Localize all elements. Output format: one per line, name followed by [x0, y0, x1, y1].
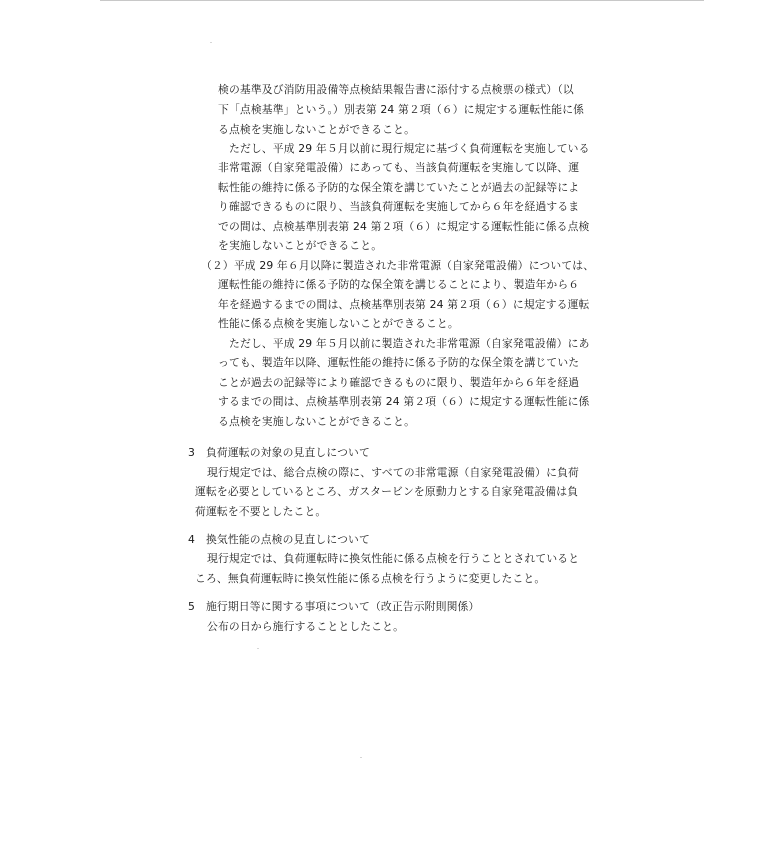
section-heading: 5 施行期日等に関する事項について（改正告示附則関係）: [188, 600, 480, 613]
text-line: 現行規定では、総合点検の際に、すべての非常電源（自家発電設備）に負荷: [207, 466, 579, 479]
scan-speck: [210, 42, 212, 43]
scan-speck: [492, 389, 494, 390]
text-line: 公布の日から施行することとしたこと。: [207, 620, 405, 633]
text-line: 運転を必要としているところ、ガスタービンを原動力とする自家発電設備は負: [195, 485, 579, 498]
text-line: （２）平成 29 年６月以降に製造された非常電源（自家発電設備）については、: [201, 259, 595, 272]
text-line: 下「点検基準」という。）別表第 24 第２項（６）に規定する運転性能に係: [218, 103, 585, 116]
text-line: り確認できるものに限り、当該負荷運転を実施してから６年を経過するま: [218, 200, 580, 213]
text-line: る点検を実施しないことができること。: [218, 123, 416, 136]
text-line: 年を経過するまでの間は、点検基準別表第 24 第２項（６）に規定する運転: [218, 298, 590, 311]
section-heading: 3 負荷運転の対象の見直しについて: [188, 446, 370, 459]
text-line: での間は、点検基準別表第 24 第２項（６）に規定する運転性能に係る点検: [218, 220, 590, 233]
text-line: 転性能の維持に係る予防的な保全策を講じていたことが過去の記録等によ: [218, 181, 580, 194]
text-line: 検の基準及び消防用設備等点検結果報告書に添付する点検票の様式）（以: [218, 83, 574, 96]
page-top-edge: [100, 0, 704, 1]
section-heading: 4 換気性能の点検の見直しについて: [188, 533, 370, 546]
text-line: 性能に係る点検を実施しないことができること。: [218, 317, 459, 330]
text-line: っても、製造年以降、運転性能の維持に係る予防的な保全策を講じていた: [218, 356, 580, 369]
text-line: 現行規定では、負荷運転時に換気性能に係る点検を行うこととされていると: [207, 552, 580, 565]
text-line: ころ、無負荷運転時に換気性能に係る点検を行うように変更したこと。: [195, 572, 546, 585]
scan-speck: [257, 648, 259, 649]
text-line: 荷運転を不要としたこと。: [195, 505, 327, 518]
text-line: る点検を実施しないことができること。: [218, 415, 416, 428]
text-line: するまでの間は、点検基準別表第 24 第２項（６）に規定する運転性能に係: [218, 395, 590, 408]
text-line: ただし、平成 29 年５月以前に現行規定に基づく負荷運転を実施している: [229, 142, 590, 155]
text-line: 運転性能の維持に係る予防的な保全策を講じることにより、製造年から６: [218, 278, 580, 291]
text-line: を実施しないことができること。: [218, 239, 383, 252]
text-line: 非常電源（自家発電設備）にあっても、当該負荷運転を実施して以降、運: [218, 161, 580, 174]
text-line: ただし、平成 29 年５月以前に製造された非常電源（自家発電設備）にあ: [229, 337, 590, 350]
text-line: ことが過去の記録等により確認できるものに限り、製造年から６年を経過: [218, 376, 580, 389]
scan-speck: [360, 757, 362, 758]
